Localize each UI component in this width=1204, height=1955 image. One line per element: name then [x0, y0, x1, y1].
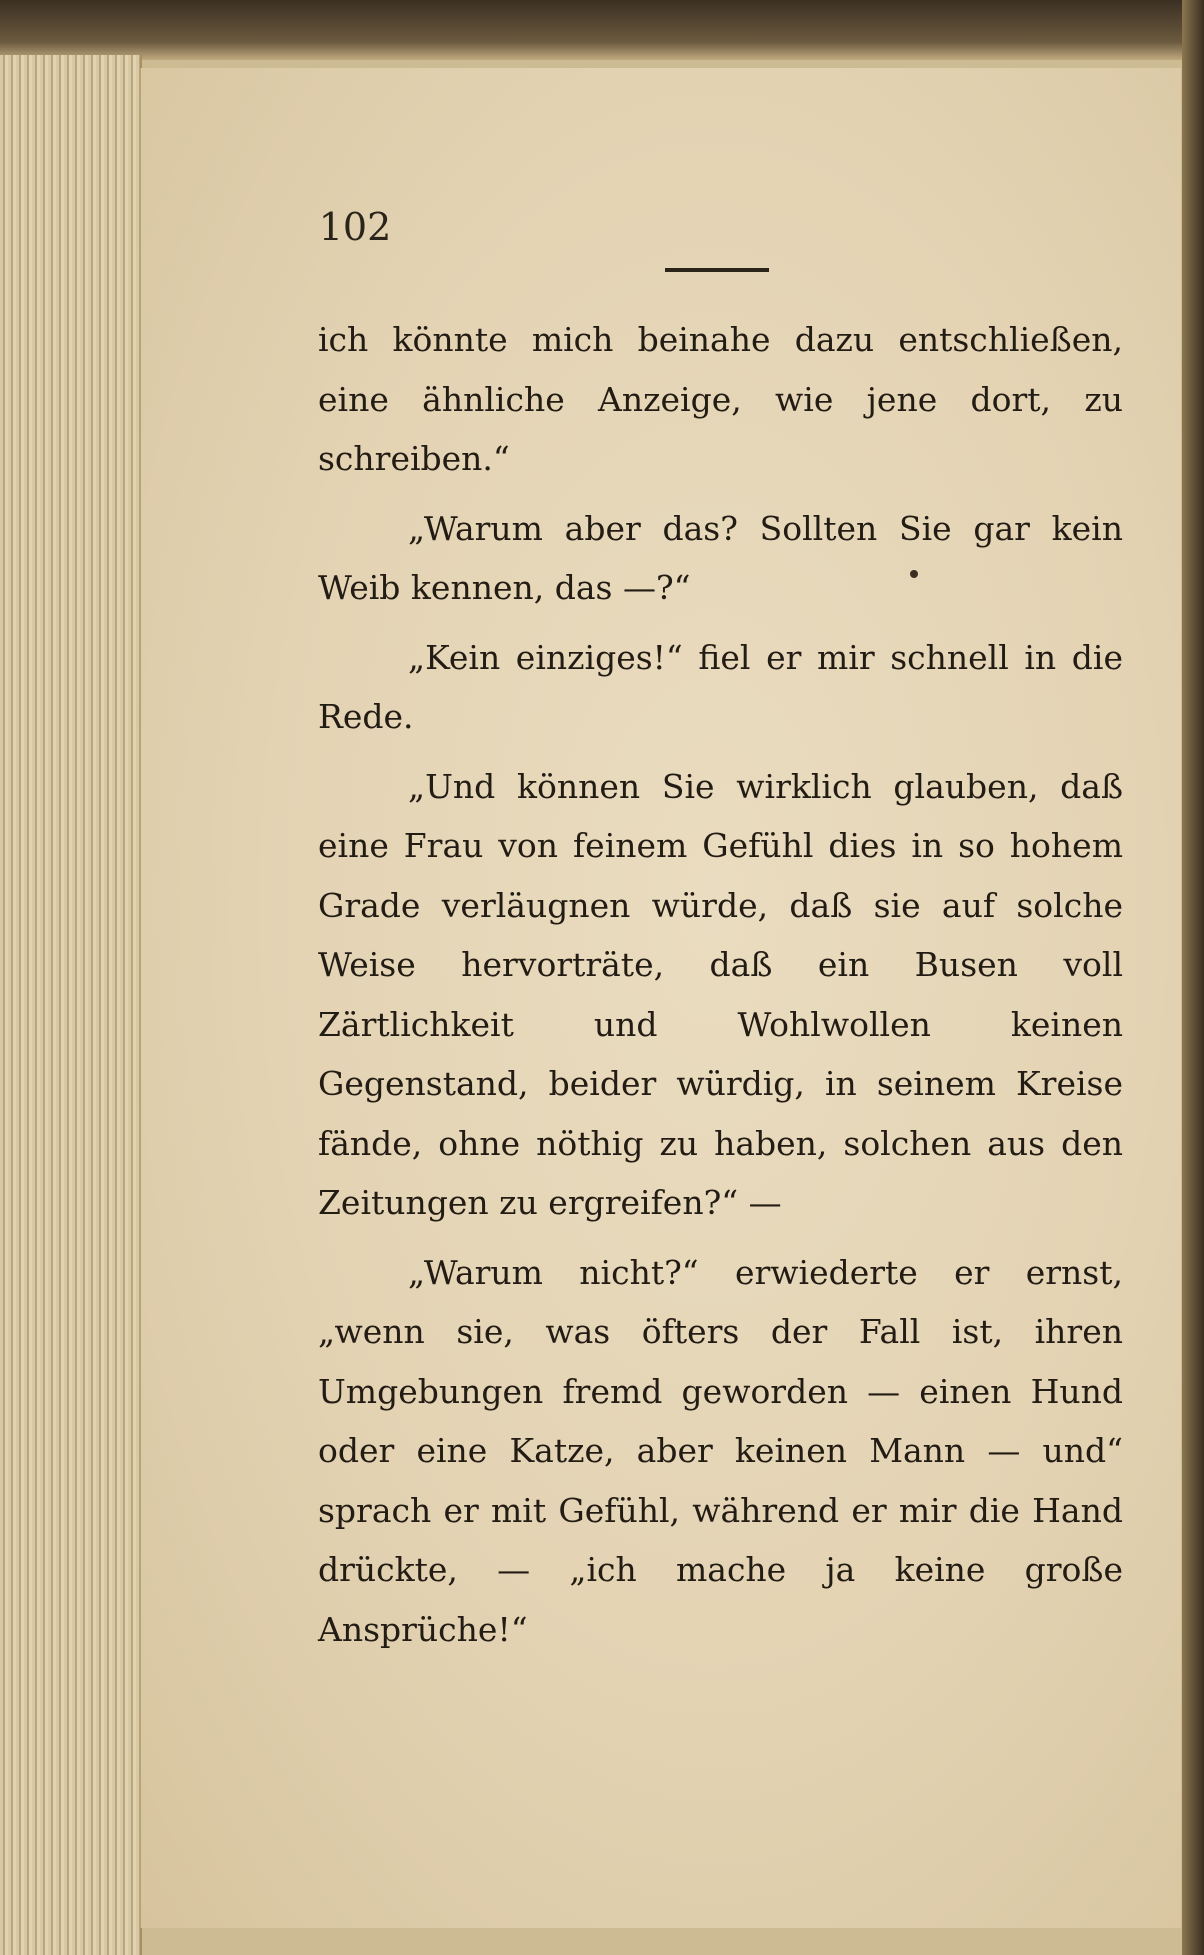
paragraph: „Und können Sie wirklich glauben, daß eine Frau von feinem Gefühl dies in so hohem Grade verläugnen würde, daß sie auf solche Weise hervorträte, daß ein Busen voll Zärtlichkeit und Wohlwollen keinen Gegenstand, beider würdig, in seinem Kreise fände, ohne nöthig zu haben, solchen aus den Zeitungen zu ergreifen?“ — — [318, 766, 1123, 1222]
book-top-edge — [0, 0, 1204, 60]
paragraph: „Kein einziges!“ fiel er mir schnell in die Rede. — [318, 637, 1123, 736]
page-number: 102 — [318, 205, 392, 249]
ink-speck — [910, 570, 918, 578]
paragraph: ich könnte mich beinahe dazu entschließen, eine ähnliche Anzeige, wie jene dort, zu schreiben.“ — [318, 320, 1123, 478]
page-stack-edge — [0, 55, 142, 1955]
paragraph: „Warum nicht?“ erwiederte er ernst, „wenn sie, was öfters der Fall ist, ihren Umgebungen fremd geworden — einen Hund oder eine Katze, aber keinen Mann — und“ sprach er mit Gefühl, während er mir die Hand drückte, — „ich mache ja keine große Ansprüche!“ — [318, 1252, 1123, 1649]
paragraph: „Warum aber das? Sollten Sie gar kein Weib kennen, das —?“ — [318, 508, 1123, 607]
page-text — [318, 310, 1123, 1659]
book-right-edge — [1182, 0, 1204, 1955]
page-number-rule — [665, 268, 769, 272]
